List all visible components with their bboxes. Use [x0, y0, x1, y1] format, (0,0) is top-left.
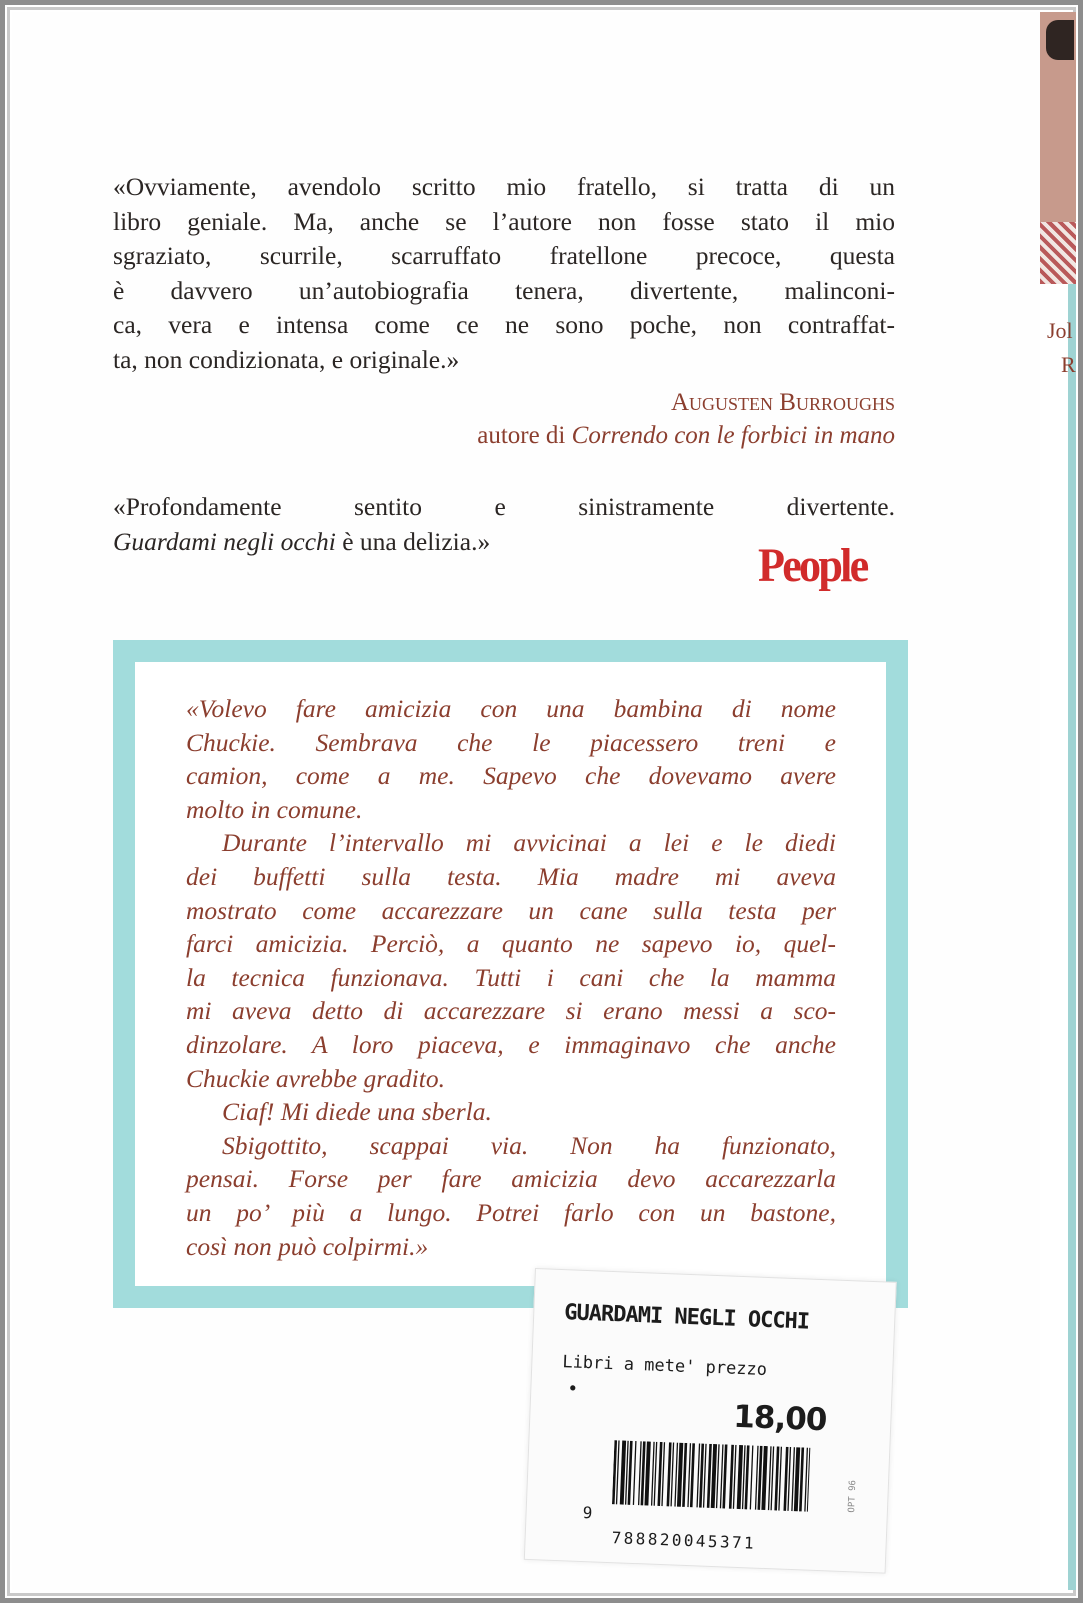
sticker-dot: • — [566, 1378, 579, 1400]
barcode-digits: 788820045371 — [611, 1528, 757, 1553]
excerpt-line: Chuckie avrebbe gradito. — [186, 1063, 445, 1093]
review1-line: è davvero un’autobiografia tenera, divertente, malinconi- — [113, 275, 895, 305]
excerpt-line: molto in comune. — [186, 794, 363, 824]
people-magazine-logo: People — [758, 539, 867, 592]
excerpt-line: la tecnica funzionava. Tutti i cani che la mamma — [186, 962, 836, 992]
spine-white-panel — [1040, 284, 1068, 1590]
sticker-small-code: OPT 96 — [847, 1479, 859, 1513]
spine-photo-hair — [1046, 20, 1074, 60]
sticker-title: GUARDAMI NEGLI OCCHI — [563, 1300, 810, 1335]
excerpt-line: dei buffetti sulla testa. Mia madre mi aveva — [186, 861, 836, 891]
price-sticker — [524, 1268, 897, 1574]
review1-line: ca, vera e intensa come ce ne sono poche, non contraffat- — [113, 310, 895, 339]
excerpt-line: dinzolare. A loro piaceva, e immaginavo che anche — [186, 1029, 836, 1059]
review1-credit-title: Correndo con le forbici in mano — [571, 422, 895, 449]
spine-photo — [1040, 12, 1076, 284]
review1-attribution — [477, 386, 895, 452]
excerpt-text — [186, 692, 836, 1263]
barcode-icon — [611, 1440, 810, 1541]
review2-line2-rest: è una delizia.» — [335, 526, 491, 556]
excerpt-line: mi aveva detto di accarezzare si erano messi a sco- — [186, 996, 836, 1026]
excerpt-line: camion, come a me. Sapevo che dovevamo avere — [186, 761, 836, 791]
excerpt-line: Ciaf! Mi diede una sberla. — [222, 1097, 492, 1127]
review1-line: «Ovviamente, avendolo scritto mio fratello, si tratta di un — [113, 172, 895, 201]
excerpt-line: un po’ più a lungo. Potrei farlo con un bastone, — [186, 1197, 836, 1227]
spine-text-1: Jol — [1047, 318, 1073, 343]
spine-photo-shirt — [1040, 222, 1076, 284]
review1-line: ta, non condizionata, e originale.» — [113, 344, 460, 374]
excerpt-line: Sbigottito, scappai via. Non ha funzionato, — [222, 1130, 836, 1160]
excerpt-line: pensai. Forse per fare amicizia devo accarezzarla — [186, 1164, 836, 1194]
review1-credit-prefix: autore di — [477, 422, 572, 449]
sticker-price: 18,00 — [732, 1398, 828, 1439]
review-burroughs — [113, 170, 895, 377]
excerpt-line: farci amicizia. Perciò, a quanto ne sapevo io, quel- — [186, 929, 836, 959]
review1-line: libro geniale. Ma, anche se l’autore non fosse stato il mio — [113, 206, 895, 236]
review1-credit — [477, 419, 895, 452]
excerpt-line: mostrato come accarezzare un cane sulla testa per — [186, 895, 836, 925]
sticker-subtitle: Libri a mete' prezzo — [562, 1352, 768, 1380]
review1-author: Augusten Burroughs — [671, 389, 895, 416]
review2-book-title: Guardami negli occhi — [113, 526, 336, 556]
review2-line1: «Profondamente sentito e sinistramente divertente. — [113, 492, 895, 521]
excerpt-line: Durante l’intervallo mi avvicinai a lei e le diedi — [222, 828, 836, 858]
spine-text-2: R — [1061, 352, 1076, 377]
review1-line: sgraziato, scurrile, scarruffato fratellone precoce, questa — [113, 241, 895, 270]
barcode-digit-first: 9 — [582, 1503, 593, 1523]
excerpt-line: «Volevo fare amicizia con una bambina di nome — [186, 694, 836, 723]
excerpt-line: Chuckie. Sembrava che le piacessero treni e — [186, 727, 836, 757]
excerpt-line: così non può colpirmi.» — [186, 1231, 429, 1261]
